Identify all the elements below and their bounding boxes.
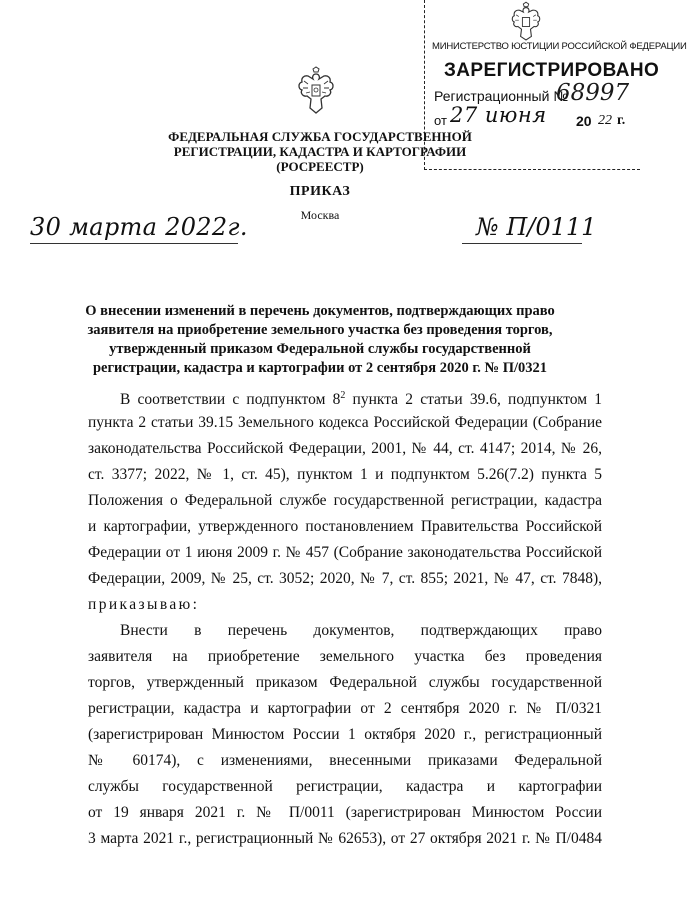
stamp-year-prefix: 20 — [576, 113, 592, 129]
order-number: № П/0111 — [476, 213, 597, 241]
subject-line2: заявителя на приобретение земельного участка без проведения торгов, — [87, 322, 553, 338]
agency-name-line3: (РОСРЕЕСТР) — [276, 159, 364, 174]
stamp-ministry-name: МИНИСТЕРСТВО ЮСТИЦИИ РОССИЙСКОЙ ФЕДЕРАЦИИ — [432, 41, 687, 52]
body-p1-line8: Федерации, 2009, № 25, ст. 3052; 2020, № 7, ст. 855; 2021, № 47, ст. 7848), — [88, 570, 602, 587]
agency-name-line2: РЕГИСТРАЦИИ, КАДАСТРА И КАРТОГРАФИИ — [173, 144, 467, 159]
subject-line1: О внесении изменений в перечень документов, подтверждающих право — [85, 303, 555, 319]
body-p1-line4: ст. 3377; 2022, № 1, ст. 45), пунктом 1 и подпунктом 5.26(7.2) пункта 5 — [88, 466, 602, 483]
stamp-registered-label: ЗАРЕГИСТРИРОВАНО — [444, 60, 660, 81]
stamp-regnum-label: Регистрационный № — [434, 88, 569, 104]
subject-line3: утвержденный приказом Федеральной службы государственной — [109, 341, 531, 357]
order-title: ПРИКАЗ — [289, 184, 351, 199]
body-p1-line9: приказываю: — [88, 596, 200, 613]
agency-name-line1: ФЕДЕРАЛЬНАЯ СЛУЖБА ГОСУДАРСТВЕННОЙ — [168, 129, 472, 144]
double-headed-eagle-icon — [508, 2, 544, 42]
body-p1-line2: пункта 2 статьи 39.15 Земельного кодекса Российской Федерации (Собрание — [88, 414, 602, 431]
body-p2-line9: 3 марта 2021 г., регистрационный № 62653), от 27 октября 2021 г. № П/0484 — [88, 830, 602, 847]
body-p1-line3: законодательства Российской Федерации, 2001, № 44, ст. 4147; 2014, № 26, — [88, 440, 602, 457]
stamp-date-prefix: от — [434, 113, 447, 128]
body-p2-line1: Внести в перечень документов, подтверждающих право — [120, 622, 602, 639]
city-name: Москва — [300, 208, 340, 222]
body-p2-line4: регистрации, кадастра и картографии от 2 сентября 2020 г. № П/0321 — [88, 700, 602, 717]
stamp-year-suffix: 22 — [598, 113, 612, 128]
stamp-date-value: 27 июня — [450, 103, 547, 127]
body-p2-line5: (зарегистрирован Минюстом России 1 октября 2020 г., регистрационный — [88, 726, 602, 743]
body-p1-line7: Федерации от 1 июня 2009 г. № 457 (Собрание законодательства Российской — [88, 544, 602, 561]
order-number-underline — [462, 243, 582, 244]
stamp-regnum-value: 68997 — [556, 80, 630, 106]
body-p2-line8: от 19 января 2021 г. № П/0011 (зарегистрирован Минюстом России — [88, 804, 602, 821]
subject-line4: регистрации, кадастра и картографии от 2 сентября 2020 г. № П/0321 — [92, 360, 548, 376]
body-p1-line1: В соответствии с подпунктом $8^2$ пункта 2 статьи 39.6, подпунктом 1 — [120, 390, 602, 409]
stamp-year-mark: г. — [617, 113, 626, 128]
body-p2-line3: торгов, утвержденный приказом Федеральной службы государственной — [88, 674, 602, 691]
body-p2-line7: службы государственной регистрации, кадастра и картографии — [88, 778, 602, 795]
body-p2-line2: заявителя на приобретение земельного участка без проведения — [88, 648, 602, 665]
body-p1-line5: Положения о Федеральной службе государственной регистрации, кадастра — [88, 492, 602, 509]
body-p2-line6: № 60174), с изменениями, внесенными приказами Федеральной — [88, 752, 602, 769]
coat-of-arms-icon — [294, 66, 338, 116]
signature-date-underline — [30, 243, 238, 244]
body-p1-line6: и картографии, утвержденного постановлением Правительства Российской — [88, 518, 602, 535]
signature-date: 30 марта 2022г. — [30, 213, 248, 241]
